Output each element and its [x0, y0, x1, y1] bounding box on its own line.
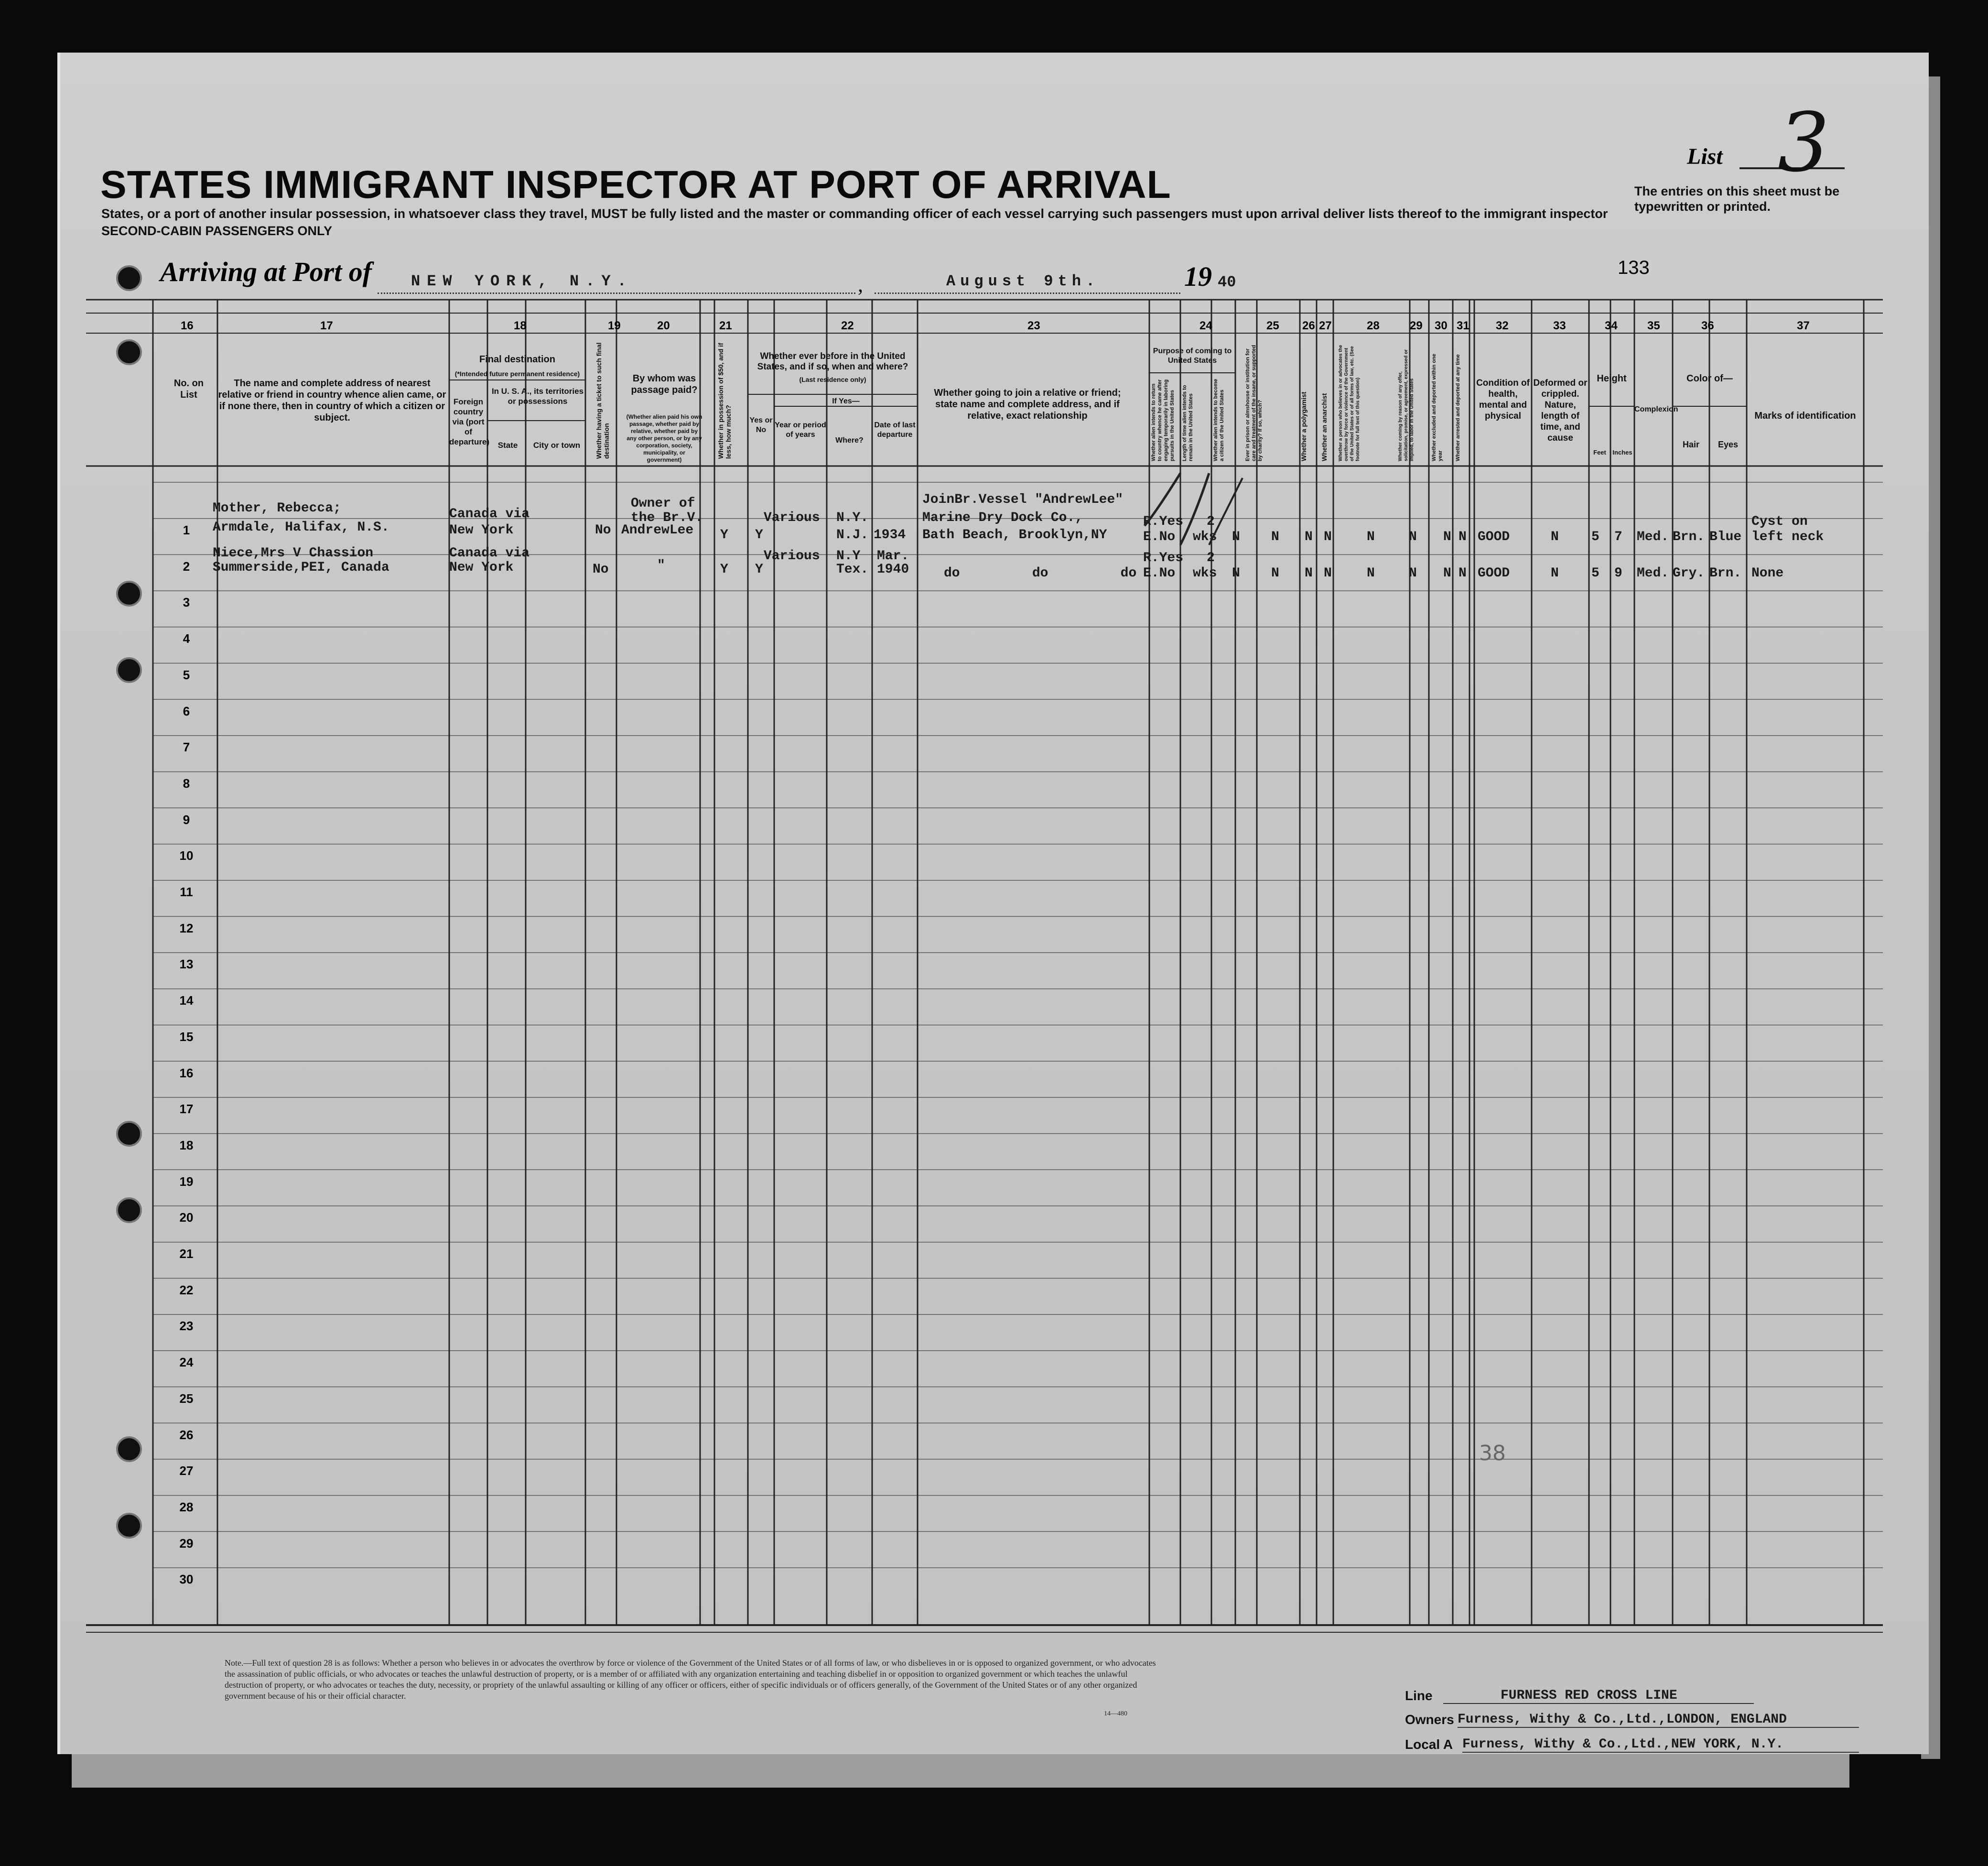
faded-stamp: 38: [1479, 1441, 1506, 1465]
length-of-stay: 2: [1207, 514, 1215, 529]
row-number: 22: [179, 1282, 194, 1297]
before-in-us: Y: [755, 562, 763, 577]
purpose-value: R.Yes: [1143, 551, 1184, 565]
identification-marks: Cyst on: [1751, 514, 1808, 529]
column-number: 18: [514, 319, 527, 332]
height-inches: 9: [1614, 566, 1622, 581]
prison-value: N: [1271, 566, 1279, 581]
page-title: STATES IMMIGRANT INSPECTOR AT PORT OF ARRIVAL: [100, 163, 1171, 206]
col-18b-header: In U. S. A., its territories or possessions: [491, 387, 584, 406]
col-18a-header: Foreign country via (port of departure): [449, 397, 490, 446]
col-34b-header: Inches: [1612, 449, 1632, 456]
eye-color: Blue: [1709, 530, 1742, 544]
col-18-header: Final destination: [479, 354, 555, 365]
col-20-header: By whom was passage paid?: [631, 373, 698, 395]
row-number: 5: [183, 667, 190, 682]
length-of-stay: wks: [1193, 566, 1217, 581]
year-prefix: 19: [1184, 261, 1212, 292]
col-36b-header: Eyes: [1718, 440, 1739, 449]
row-number: 25: [179, 1391, 194, 1406]
list-label: List: [1687, 144, 1723, 169]
relative-address: Armdale, Halifax, N.S.: [213, 520, 389, 535]
passage-paid: the Br.V.: [631, 510, 703, 525]
row-number: 1: [183, 523, 190, 537]
column-number: 26: [1302, 319, 1315, 332]
row-number: 17: [179, 1102, 194, 1117]
joining-relative: JoinBr.Vessel "AndrewLee": [922, 492, 1124, 507]
passage-paid: Owner of: [631, 496, 695, 511]
joining-address: Bath Beach, Brooklyn,NY: [922, 528, 1107, 542]
citizen-intent: N: [1232, 530, 1240, 544]
row-number: 26: [179, 1427, 194, 1442]
where-value: Tex.: [836, 562, 869, 577]
deported-value: N: [1459, 566, 1467, 581]
row-number: 3: [183, 595, 190, 610]
col-32-header: Condition of health, mental and physical: [1476, 378, 1530, 421]
purpose-value: E.No: [1143, 530, 1176, 544]
column-number: 33: [1553, 319, 1566, 332]
subtitle-line-1: States, or a port of another insular possession, in whatsoever class they travel, MUST be fully listed and the master or commanding officer of each vessel carrying such passengers must upon arrival deliver lists thereof to the immigrant inspector: [101, 206, 1608, 221]
where-value: N.Y.: [836, 510, 869, 525]
health-value: GOOD: [1478, 530, 1510, 544]
column-number: 32: [1496, 319, 1509, 332]
column-number: 21: [719, 319, 732, 332]
col-22-note: (Last residence only): [799, 376, 866, 383]
purpose-value: R.Yes: [1143, 514, 1184, 529]
col-17-header: The name and complete address of nearest relative or friend in country whence alien came, or if none there, then in country of which a citizen or subject.: [218, 378, 446, 423]
row-number: 30: [179, 1572, 194, 1587]
row-number: 15: [179, 1029, 194, 1044]
ticket-value: No: [595, 523, 611, 538]
row-number: 24: [179, 1355, 194, 1370]
period-of-years: Various: [764, 549, 820, 564]
passage-paid: AndrewLee: [621, 523, 694, 538]
column-number: 29: [1410, 319, 1423, 332]
row-number: 2: [183, 559, 190, 574]
complexion-value: Med.: [1637, 530, 1669, 544]
column-number: 16: [181, 319, 194, 332]
row-number: 18: [179, 1138, 194, 1152]
labor-value: N: [1409, 530, 1417, 544]
col-29-header: Whether coming by reason of any offer, solicitation, promise, or agreement, expressed or implied, to labor in the United States: [1398, 349, 1415, 461]
col-22-ifyes: If Yes—: [832, 397, 860, 405]
deformed-value: N: [1551, 530, 1559, 544]
col-27-header: Whether an anarchist: [1320, 393, 1328, 461]
col-22b-header: Year or period of years: [775, 421, 826, 439]
labor-value: N: [1409, 566, 1417, 581]
col-16-header: No. on List: [173, 378, 204, 400]
polygamist-value: N: [1305, 566, 1313, 581]
row-number: 21: [179, 1247, 194, 1261]
row-number: 11: [180, 885, 193, 899]
col-22a-header: Yes or No: [749, 416, 773, 434]
identification-marks: left neck: [1751, 530, 1824, 544]
period-of-years: Various: [764, 510, 820, 525]
polygamist-value: N: [1305, 530, 1313, 544]
column-number: 36: [1701, 319, 1714, 332]
list-number: 3: [1778, 96, 1830, 190]
height-inches: 7: [1614, 530, 1622, 544]
line-label: Line: [1405, 1688, 1433, 1703]
arriving-label: Arriving at Port of: [160, 256, 372, 287]
column-number: 25: [1266, 319, 1279, 332]
typewritten-instruction: The entries on this sheet must be typewritten or printed.: [1634, 184, 1840, 214]
col-35-header: Complexion: [1634, 405, 1678, 413]
foreign-country: Canada via: [449, 507, 530, 521]
owners-value: Furness, Withy & Co.,Ltd.,LONDON, ENGLAND: [1458, 1712, 1859, 1728]
row-number: 16: [179, 1065, 194, 1080]
relative-name: Niece,Mrs V Chassion: [213, 546, 374, 561]
foreign-country: Canada via: [449, 546, 530, 561]
col-33-header: Deformed or crippled. Nature, length of time, and cause: [1533, 378, 1588, 443]
last-departure: 1940: [877, 562, 909, 577]
column-number: 27: [1319, 319, 1332, 332]
row-number: 13: [179, 957, 194, 972]
row-number: 27: [179, 1464, 194, 1478]
col-26-header: Whether a polygamist: [1300, 391, 1307, 461]
where-value: N.Y: [836, 549, 861, 564]
column-number: 28: [1367, 319, 1380, 332]
length-of-stay: wks: [1193, 530, 1217, 544]
footnote-text: Note.—Full text of question 28 is as follows: Whether a person who believes in or advocates the overthrow by force or violence of the Government of the United States or of all forms of law, or who disbelieves in or is opposed to organized government, or who advocates the assassination of public officials, or who advocates or teaches the unlawful destruction of property, or is a member of or affiliated with any organization entertaining and teaching disbelief in or opposition to organized government or which teaches the unlawful destruction of property, or who advocates or teaches the duty, necessity, or propriety of the unlawful assaulting or killing of any officer or officers, either of specific individuals or of officers generally, of the Government of the United States or of any other organized government because of his or their official character.: [225, 1658, 1156, 1701]
row-number: 23: [179, 1319, 194, 1334]
overthrow-value: N: [1367, 566, 1375, 581]
col-22c-header: Where?: [835, 436, 864, 445]
foreign-port: New York: [449, 560, 514, 575]
column-number: 19: [608, 319, 621, 332]
relative-address: Summerside,PEI, Canada: [213, 560, 389, 575]
col-36a-header: Hair: [1682, 440, 1699, 449]
owners-label: Owners: [1405, 1712, 1454, 1727]
comma-separator: ,: [858, 273, 863, 296]
column-number: 35: [1647, 319, 1660, 332]
column-number: 22: [841, 319, 854, 332]
column-number: 37: [1797, 319, 1810, 332]
row-number: 9: [183, 812, 190, 827]
col-28-header: Whether a person who believes in or advocates the overthrow by force or violence of the Government of the United States or of all forms of law, etc. (See footnote for full text of this question): [1338, 345, 1361, 461]
form-code: 14—480: [1104, 1710, 1127, 1717]
row-number: 14: [179, 993, 194, 1008]
col-24b-header: Length of time alien intends to remain in the United States: [1182, 385, 1194, 461]
passage-paid: ": [657, 558, 665, 573]
hair-color: Brn.: [1673, 530, 1705, 544]
height-feet: 5: [1591, 530, 1599, 544]
col-30-header: Whether excluded and deported within one year: [1431, 354, 1443, 461]
col-31-header: Whether arrested and deported at any time: [1455, 354, 1461, 461]
agents-label: Local A: [1405, 1737, 1453, 1752]
citizen-intent: N: [1232, 566, 1240, 581]
where-value: N.J.: [836, 528, 869, 542]
column-number: 30: [1435, 319, 1448, 332]
foreign-port: New York: [449, 523, 514, 538]
row-number: 10: [179, 848, 194, 863]
length-of-stay: 2: [1207, 551, 1215, 565]
anarchist-value: N: [1324, 530, 1332, 544]
col-34-header: Height: [1597, 373, 1627, 384]
row-number: 12: [179, 921, 194, 935]
port-value: NEW YORK, N.Y.: [411, 272, 633, 290]
health-value: GOOD: [1478, 566, 1510, 581]
identification-marks: None: [1751, 566, 1784, 581]
overthrow-value: N: [1367, 530, 1375, 544]
joining-address: Marine Dry Dock Co.,: [922, 510, 1083, 525]
deported-value: N: [1459, 530, 1467, 544]
row-number: 6: [183, 704, 190, 718]
row-number: 29: [179, 1536, 194, 1551]
prison-value: N: [1271, 530, 1279, 544]
row-number: 7: [183, 740, 190, 755]
last-departure: Mar.: [877, 549, 909, 564]
col-36-header: Color of—: [1686, 373, 1733, 384]
row-number: 20: [179, 1210, 194, 1225]
col-22-header: Whether ever before in the United States, and if so, when and where?: [757, 351, 908, 372]
col-23-header: Whether going to join a relative or friend; state name and complete address, and if relative, exact relationship: [934, 388, 1121, 421]
last-departure: 1934: [874, 528, 906, 542]
col-37-header: Marks of identification: [1754, 411, 1856, 421]
joining-relative: do do do: [944, 566, 1137, 581]
complexion-value: Med.: [1637, 566, 1669, 581]
col-24-header: Purpose of coming to United States: [1153, 347, 1232, 365]
col-20-note: (Whether alien paid his own passage, whether paid by relative, whether paid by any other person, or by any corporation, society, municipality, or government): [626, 413, 702, 463]
row-number: 8: [183, 776, 190, 791]
row-number: 4: [183, 631, 190, 646]
column-number: 20: [657, 319, 670, 332]
col-18b2-header: City or town: [533, 441, 581, 450]
deformed-value: N: [1551, 566, 1559, 581]
date-value: August 9th.: [946, 272, 1100, 290]
col-18-note: (*Intended future permanent residence): [454, 370, 580, 378]
height-feet: 5: [1591, 566, 1599, 581]
eye-color: Brn.: [1709, 566, 1742, 581]
column-number: 23: [1027, 319, 1040, 332]
col-25-header: Ever in prison or almshouse or institution for care and treatment of the insane, or supported by charity? If so, which?: [1245, 345, 1263, 461]
col-24c-header: Whether alien intends to become a citizen of the United States: [1213, 379, 1225, 461]
fifty-dollars: Y: [720, 562, 728, 577]
col-19-header: Whether having a ticket to such final destination: [595, 342, 610, 459]
anarchist-value: N: [1324, 566, 1332, 581]
row-number: 28: [179, 1499, 194, 1514]
fifty-dollars: Y: [720, 528, 728, 542]
year-suffix: 40: [1218, 273, 1236, 291]
column-number: 31: [1457, 319, 1469, 332]
subtitle-line-2: SECOND-CABIN PASSENGERS ONLY: [101, 224, 333, 238]
excluded-value: N: [1443, 566, 1451, 581]
column-number: 34: [1605, 319, 1618, 332]
relative-name: Mother, Rebecca;: [213, 501, 341, 516]
column-number: 17: [320, 319, 333, 332]
col-24a-header: Whether alien intends to return to country whence he came after engaging temporarily in laboring pursuits in the United States: [1151, 379, 1175, 461]
col-34a-header: Feet: [1593, 449, 1606, 456]
col-18b1-header: State: [497, 441, 518, 450]
column-number: 24: [1199, 319, 1212, 332]
excluded-value: N: [1443, 530, 1451, 544]
col-21-header: Whether in possession of $50, and if less, how much?: [717, 343, 732, 459]
before-in-us: Y: [755, 528, 763, 542]
row-number: 19: [179, 1174, 194, 1189]
line-value: FURNESS RED CROSS LINE: [1443, 1688, 1754, 1704]
hair-color: Gry.: [1673, 566, 1705, 581]
agents-value: Furness, Withy & Co.,Ltd.,NEW YORK, N.Y.: [1462, 1737, 1859, 1753]
sheet-number: 133: [1618, 257, 1650, 278]
col-22d-header: Date of last departure: [874, 421, 916, 439]
purpose-value: E.No: [1143, 566, 1176, 581]
ticket-value: No: [593, 562, 609, 577]
